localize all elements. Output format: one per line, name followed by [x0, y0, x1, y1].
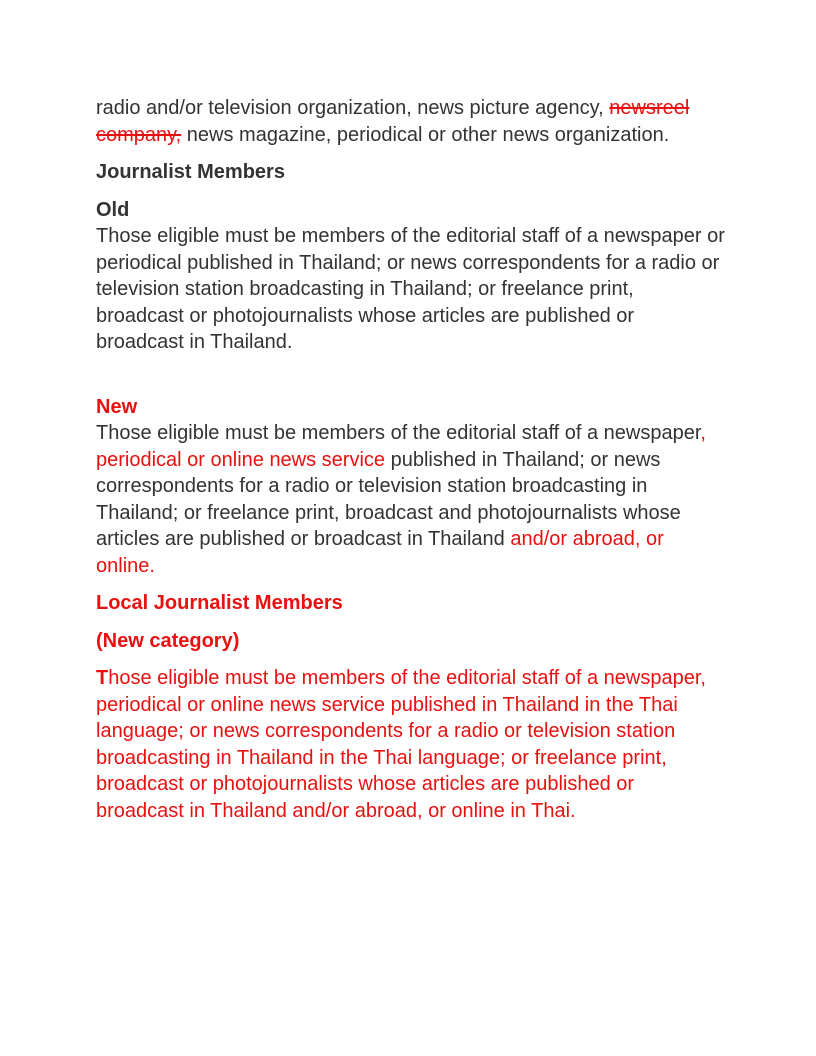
intro-text-1: radio and/or television organization, news picture agency, [96, 97, 610, 119]
deleted-text: newsreel company, [96, 97, 690, 146]
new-category-label: (New category) [96, 629, 240, 652]
new-paragraph [96, 420, 726, 579]
added-text-1: , periodical or online news service [96, 422, 706, 471]
section-heading-journalist-members: Journalist Members [96, 161, 285, 183]
document-body [96, 95, 726, 824]
local-journalist-text: hose eligible must be members of the editorial staff of a newspaper, periodical or online news service published in Thailand in the Thai language; or news correspondents for a radio or television station broadcasting in Thailand in the Thai language; or freelance print, broadcast or photojournalists whose articles are published or broadcast in Thailand and/or abroad, or online in Thai. [96, 667, 706, 822]
local-journalist-paragraph [96, 665, 726, 824]
new-label: New [96, 395, 138, 418]
section-heading-local-journalist-members: Local Journalist Members [96, 592, 343, 614]
intro-text-2: news magazine, periodical or other news organization. [181, 123, 670, 146]
intro-paragraph [96, 95, 726, 148]
old-paragraph: Those eligible must be members of the editorial staff of a newspaper or periodical published in Thailand; or news correspondents for a radio or television station broadcasting in Thailand; or freelance print, broadcast or photojournalists whose articles are published or broadcast in Thailand. [96, 225, 725, 353]
drop-letter: T [96, 667, 109, 689]
new-text-2: published in Thailand; or news correspondents for a radio or television station broadcasting in Thailand; or freelance print, broadcast and photojournalists whose articles are published or broadcast in Thailand [96, 448, 681, 550]
old-label: Old [96, 198, 130, 221]
added-text-2: and/or abroad, or online. [96, 528, 664, 577]
new-text-1: Those eligible must be members of the editorial staff of a newspaper [96, 422, 701, 444]
